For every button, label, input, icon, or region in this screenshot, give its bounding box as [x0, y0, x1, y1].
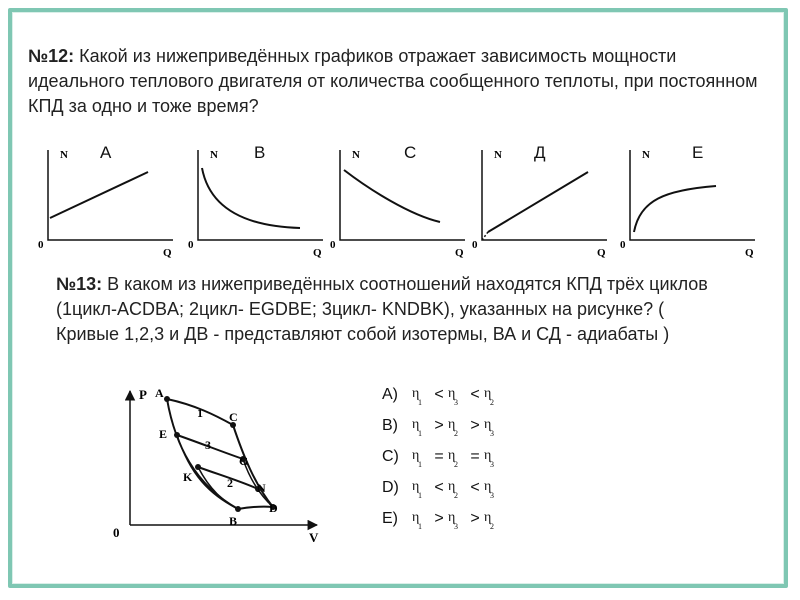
eta-symbol: η 1 [412, 510, 422, 531]
answer-option[interactable] [382, 417, 502, 448]
relation-operator: = [434, 448, 444, 465]
question-12-text: Какой из нижеприведённых графиков отражает зависимость мощности идеального теплового двигателя от количества сообщенного теплоты, при постоянном КПД за одно и тоже время? [28, 46, 758, 116]
graph-4 [472, 150, 612, 260]
curve-label-2: 2 [227, 476, 233, 490]
graph-label-1: А [100, 143, 112, 162]
graph-axes [340, 150, 465, 240]
graph-x-label: Q [597, 247, 606, 259]
graph-3 [330, 150, 470, 260]
eta-subscript: 1 [418, 491, 422, 500]
graph-curve-extension [482, 232, 488, 240]
graph-y-label: N [60, 150, 68, 161]
relation-operator: < [470, 386, 480, 403]
graph-x-label: Q [163, 247, 172, 259]
relation-operator: > [434, 510, 444, 527]
eta-symbol: η 2 [448, 417, 458, 438]
eta-symbol: η 3 [448, 510, 458, 531]
eta-subscript: 3 [454, 522, 458, 531]
graph-2 [188, 150, 328, 260]
answer-letter: B) [382, 417, 398, 434]
answer-option[interactable] [382, 448, 502, 479]
eta-subscript: 2 [454, 429, 458, 438]
eta-symbol: η 3 [484, 417, 494, 438]
eta-subscript: 2 [454, 491, 458, 500]
graph-curve [50, 172, 148, 218]
eta-symbol: η 1 [412, 448, 422, 469]
graph-y-label: N [642, 150, 650, 161]
pv-y-label: P [139, 387, 147, 402]
graph-curve [202, 168, 300, 228]
pv-x-label: V [309, 530, 319, 545]
eta-symbol: η 3 [484, 479, 494, 500]
curve-label-1: 1 [197, 406, 203, 420]
eta-symbol: η 3 [448, 386, 458, 407]
eta-subscript: 3 [454, 398, 458, 407]
graph-y-label: N [352, 150, 360, 161]
eta-subscript: 1 [418, 522, 422, 531]
graph-curve [344, 170, 440, 222]
relation-operator: = [470, 448, 480, 465]
point-K: K [183, 470, 193, 484]
graph-x-label: Q [455, 247, 464, 259]
answer-letter: A) [382, 386, 398, 403]
graph-label-5: Е [692, 143, 704, 162]
graph-curve [634, 186, 716, 232]
isotherm-DB [238, 507, 273, 509]
relation-operator: > [470, 417, 480, 434]
eta-subscript: 2 [454, 460, 458, 469]
answer-letter: C) [382, 448, 399, 465]
eta-subscript: 2 [490, 398, 494, 407]
eta-subscript: 1 [418, 429, 422, 438]
point-B: B [229, 514, 238, 528]
eta-symbol: η 2 [448, 479, 458, 500]
pv-diagram [105, 385, 345, 555]
graph-x-label: Q [745, 247, 754, 259]
relation-operator: > [434, 417, 444, 434]
point-E: E [159, 427, 168, 441]
question-13 [56, 272, 716, 347]
graph-label-4: Д [534, 143, 546, 162]
point-G: G [239, 454, 249, 468]
graph-axes [630, 150, 755, 240]
relation-operator: < [470, 479, 480, 496]
eta-subscript: 3 [490, 491, 494, 500]
graph-x-label: Q [313, 247, 322, 259]
eta-symbol: η 2 [484, 510, 494, 531]
point-N: N [257, 481, 266, 495]
graph-y-label: N [494, 150, 502, 161]
question-12 [28, 44, 758, 119]
graph-origin: 0 [330, 239, 336, 251]
graph-5 [620, 150, 760, 260]
answer-letter: D) [382, 479, 399, 496]
graph-origin: 0 [188, 239, 194, 251]
answer-option[interactable] [382, 386, 502, 417]
graph-axes [48, 150, 173, 240]
graph-curve [488, 172, 588, 232]
eta-symbol: η 1 [412, 386, 422, 407]
graph-axes [482, 150, 607, 240]
pv-origin: 0 [113, 525, 120, 540]
question-13-number: №13: [56, 274, 103, 294]
graph-label-2: В [254, 143, 266, 162]
graph-label-3: С [404, 143, 417, 162]
answer-list [382, 386, 502, 541]
relation-operator: < [434, 479, 444, 496]
graph-origin: 0 [620, 239, 626, 251]
graph-1 [38, 150, 178, 260]
eta-subscript: 3 [490, 460, 494, 469]
answer-option[interactable] [382, 510, 502, 541]
graph-origin: 0 [38, 239, 44, 251]
eta-subscript: 3 [490, 429, 494, 438]
eta-symbol: η 2 [484, 386, 494, 407]
question-12-number: №12: [28, 46, 75, 66]
relation-operator: < [434, 386, 444, 403]
eta-subscript: 1 [418, 460, 422, 469]
eta-symbol: η 1 [412, 479, 422, 500]
answer-option[interactable] [382, 479, 502, 510]
point-D: D [269, 501, 278, 515]
eta-subscript: 1 [418, 398, 422, 407]
eta-symbol: η 1 [412, 417, 422, 438]
point-C: C [229, 410, 238, 424]
eta-subscript: 2 [490, 522, 494, 531]
question-13-text: В каком из нижеприведённых соотношений находятся КПД трёх циклов (1цикл-ACDBA; 2цикл- EGDBE; 3цикл- KNDBK), указанных на рисунке? ( Кривые 1,2,3 и ДВ - представляют собой изотермы, ВА и СД - адиабаты ) [56, 274, 708, 344]
graph-origin: 0 [472, 239, 478, 251]
point-A: A [155, 386, 164, 400]
relation-operator: > [470, 510, 480, 527]
curve-label-3: 3 [205, 438, 211, 452]
graph-axes [198, 150, 323, 240]
eta-symbol: η 3 [484, 448, 494, 469]
answer-letter: E) [382, 510, 398, 527]
graph-y-label: N [210, 150, 218, 161]
eta-symbol: η 2 [448, 448, 458, 469]
